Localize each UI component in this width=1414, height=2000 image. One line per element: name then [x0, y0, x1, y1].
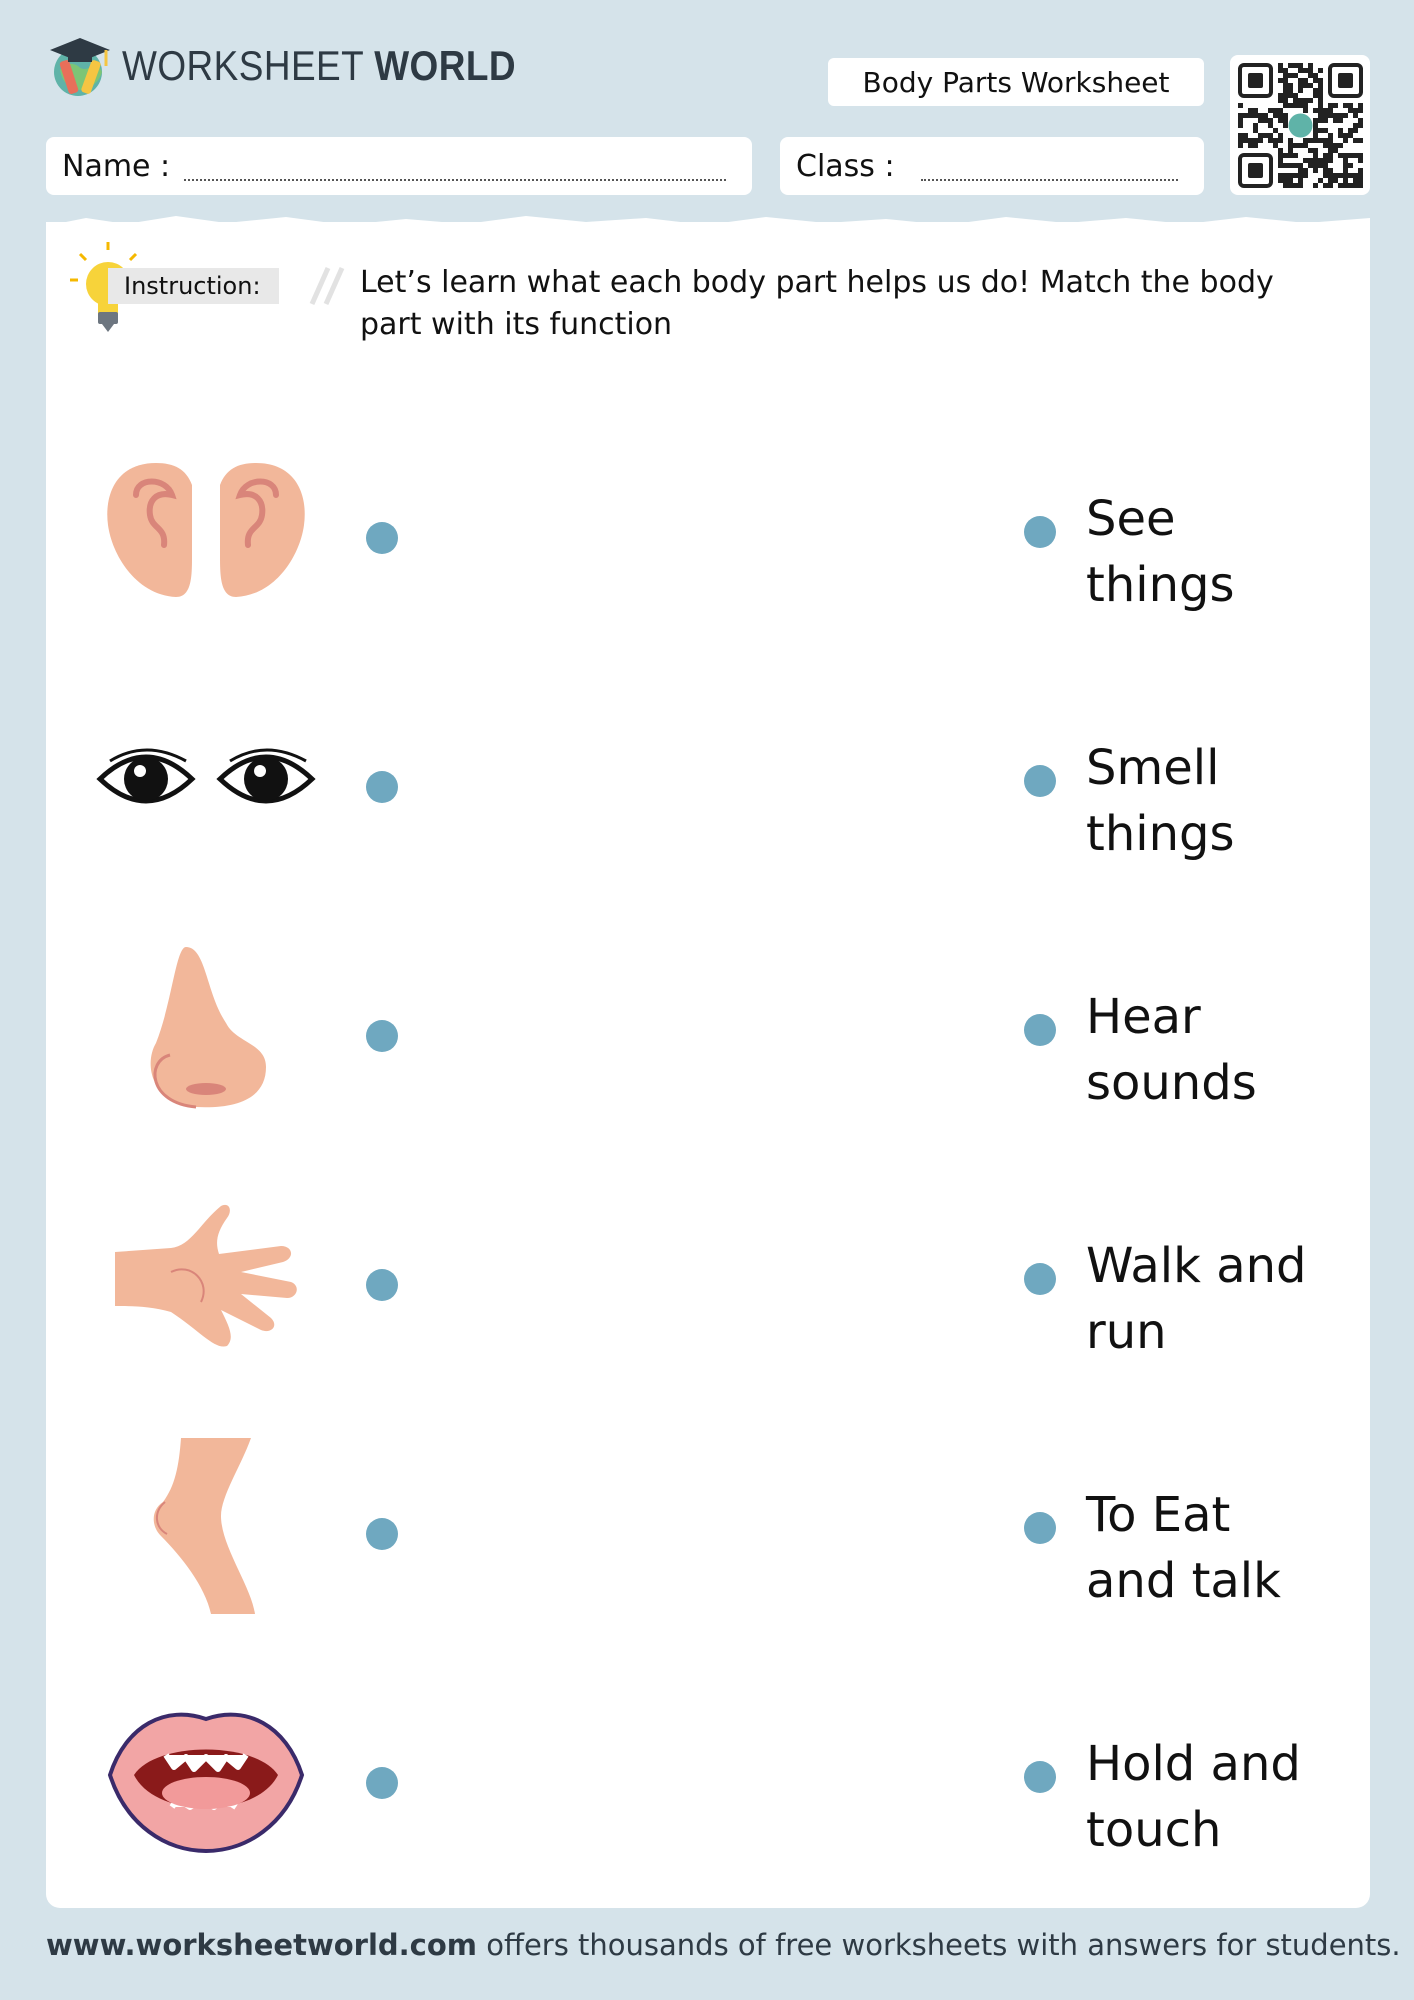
brand-logo[interactable]	[46, 30, 570, 102]
worksheet-title: Body Parts Worksheet	[828, 58, 1204, 106]
function-line-1: Hold and	[1086, 1736, 1301, 1792]
name-input-line[interactable]	[184, 179, 726, 181]
left-match-dot[interactable]	[366, 1020, 398, 1052]
leg-icon	[96, 1426, 316, 1626]
function-label	[1086, 984, 1356, 1116]
function-label	[1086, 1731, 1356, 1863]
function-line-2: touch	[1086, 1802, 1222, 1858]
function-label	[1086, 735, 1356, 867]
function-label	[1086, 1233, 1356, 1365]
hand-icon	[96, 1177, 316, 1377]
right-match-dot[interactable]	[1024, 765, 1056, 797]
right-match-dot[interactable]	[1024, 1512, 1056, 1544]
qr-code[interactable]	[1230, 55, 1370, 195]
nose-icon	[96, 928, 316, 1128]
match-row	[46, 679, 1370, 879]
match-row	[46, 928, 1370, 1128]
function-line-1: See	[1086, 491, 1176, 547]
footer-site-link[interactable]: www.worksheetworld.com	[46, 1928, 478, 1962]
function-line-1: Walk and	[1086, 1238, 1307, 1294]
function-label	[1086, 1482, 1356, 1614]
right-match-dot[interactable]	[1024, 1014, 1056, 1046]
function-line-2: and talk	[1086, 1553, 1281, 1609]
left-match-dot[interactable]	[366, 1518, 398, 1550]
match-row	[46, 1675, 1370, 1875]
instruction-label: Instruction:	[108, 268, 279, 304]
class-field[interactable]	[780, 137, 1204, 195]
worksheet-panel	[46, 222, 1370, 1908]
function-line-2: things	[1086, 806, 1235, 862]
slash-decoration-icon	[308, 266, 348, 306]
function-line-1: To Eat	[1086, 1487, 1231, 1543]
qr-code-icon	[1230, 55, 1370, 195]
logo-icon	[46, 30, 114, 102]
function-label	[1086, 486, 1356, 618]
function-line-2: run	[1086, 1304, 1167, 1360]
mouth-icon	[96, 1675, 316, 1875]
class-label: Class :	[796, 148, 895, 184]
left-match-dot[interactable]	[366, 522, 398, 554]
left-match-dot[interactable]	[366, 1269, 398, 1301]
brand-name-bold: WORLD	[374, 42, 517, 89]
footer	[46, 1928, 1401, 1962]
instruction-text: Let’s learn what each body part helps us do! Match the body part with its function	[360, 265, 1274, 342]
left-match-dot[interactable]	[366, 771, 398, 803]
right-match-dot[interactable]	[1024, 1761, 1056, 1793]
right-match-dot[interactable]	[1024, 1263, 1056, 1295]
function-line-2: sounds	[1086, 1055, 1257, 1111]
brand-name-light: WORKSHEET	[122, 42, 364, 89]
match-row	[46, 1177, 1370, 1377]
torn-paper-edge	[46, 208, 1370, 238]
left-match-dot[interactable]	[366, 1767, 398, 1799]
eyes-icon	[96, 679, 316, 879]
function-line-1: Smell	[1086, 740, 1220, 796]
match-row	[46, 1426, 1370, 1626]
footer-text: offers thousands of free worksheets with answers for students.	[477, 1928, 1401, 1962]
class-input-line[interactable]	[921, 179, 1178, 181]
ears-icon	[96, 430, 316, 630]
match-row	[46, 430, 1370, 630]
right-match-dot[interactable]	[1024, 516, 1056, 548]
function-line-1: Hear	[1086, 989, 1201, 1045]
name-field[interactable]	[46, 137, 752, 195]
function-line-2: things	[1086, 557, 1235, 613]
name-label: Name :	[62, 148, 171, 184]
